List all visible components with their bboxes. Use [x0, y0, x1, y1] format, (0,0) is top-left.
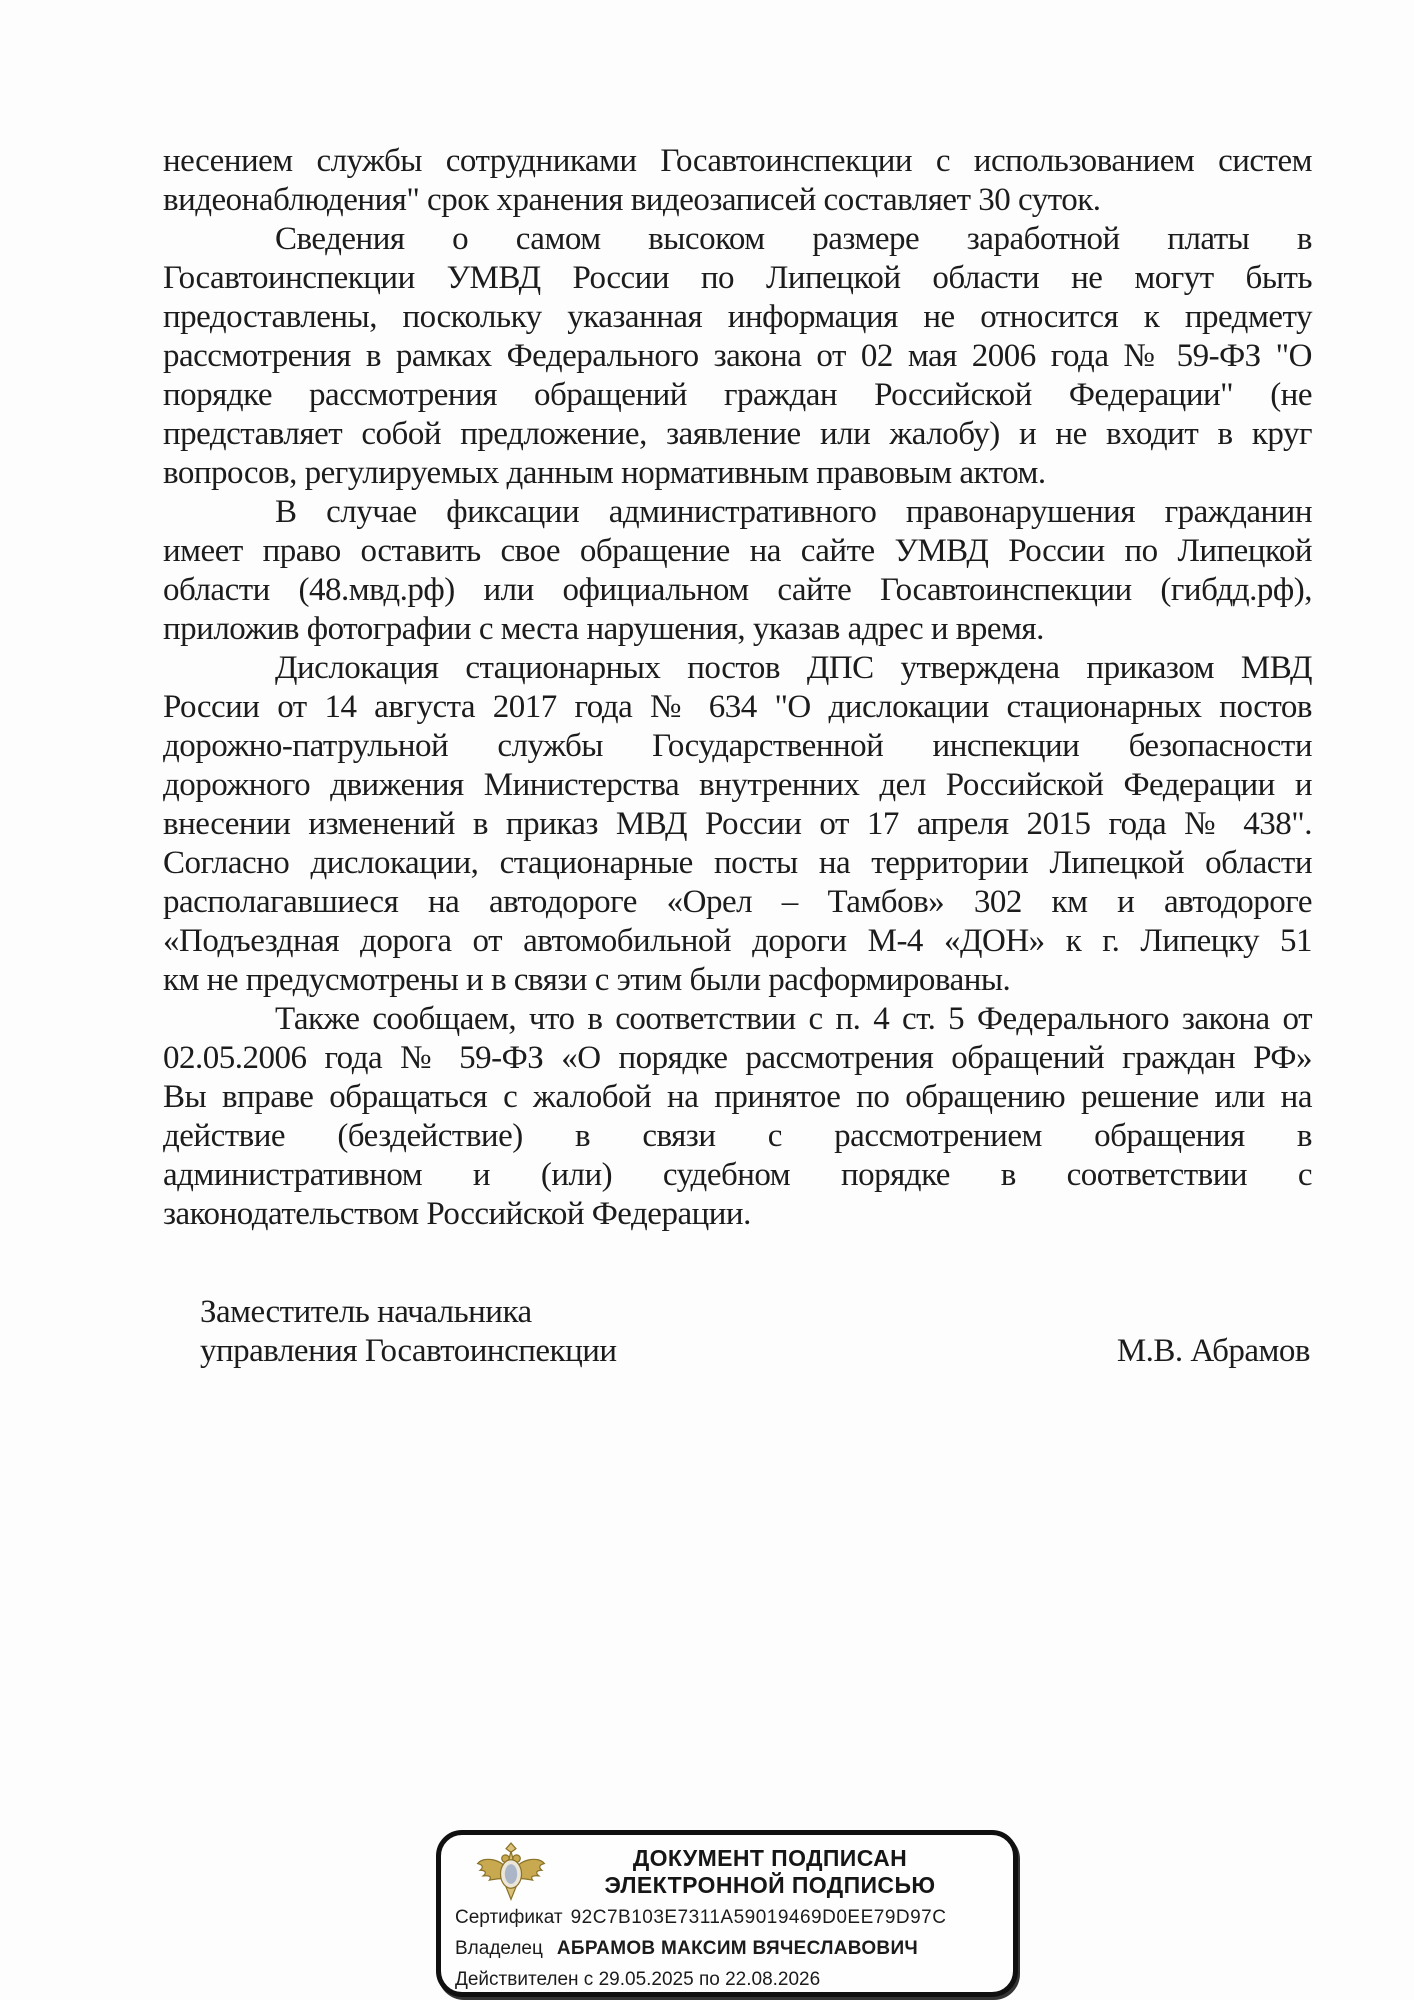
- paragraph-line: законодательством Российской Федерации.: [163, 1196, 751, 1232]
- validity-row: [455, 1964, 1001, 1995]
- paragraph-line: видеонаблюдения" срок хранения видеозаписей составляет 30 суток.: [163, 182, 1101, 218]
- stamp-title-line2: ЭЛЕКТРОННОЙ ПОДПИСЬЮ: [604, 1872, 936, 1898]
- owner-value: АБРАМОВ МАКСИМ ВЯЧЕСЛАВОВИЧ: [556, 1938, 919, 1959]
- paragraph-line: рассмотрения в рамках Федерального закона от 02 мая 2006 года № 59-ФЗ "О: [163, 338, 1312, 374]
- paragraph-line: «Подъездная дорога от автомобильной дороги М-4 «ДОН» к г. Липецку 51: [163, 923, 1312, 959]
- paragraph-line: Согласно дислокации, стационарные посты на территории Липецкой области: [163, 845, 1312, 881]
- paragraph: [163, 1000, 1312, 1234]
- paragraph-line: дорожного движения Министерства внутренних дел Российской Федерации и: [163, 767, 1312, 803]
- paragraph-line: Сведения о самом высоком размере заработной платы в: [275, 221, 1312, 257]
- paragraph: [163, 220, 1312, 493]
- paragraph-line: предоставлены, поскольку указанная информация не относится к предмету: [163, 299, 1312, 335]
- paragraph-line: действие (бездействие) в связи с рассмотрением обращения в: [163, 1118, 1312, 1154]
- paragraph-line: дорожно-патрульной службы Государственной инспекции безопасности: [163, 728, 1312, 764]
- document-text: [163, 142, 1312, 1234]
- paragraph-line: приложив фотографии с места нарушения, указав адрес и время.: [163, 611, 1044, 647]
- stamp-title-line1: ДОКУМЕНТ ПОДПИСАН: [632, 1845, 908, 1871]
- paragraph-line: России от 14 августа 2017 года № 634 "О дислокации стационарных постов: [163, 689, 1312, 725]
- owner-label: Владелец: [455, 1938, 543, 1959]
- paragraph: [163, 142, 1312, 220]
- paragraph-line: имеет право оставить свое обращение на сайте УМВД России по Липецкой: [163, 533, 1312, 569]
- paragraph-line: Госавтоинспекции УМВД России по Липецкой области не могут быть: [163, 260, 1312, 296]
- signature-position: [200, 1293, 617, 1371]
- paragraph-line: внесении изменений в приказ МВД России от 17 апреля 2015 года № 438".: [163, 806, 1312, 842]
- paragraph-line: 02.05.2006 года № 59-ФЗ «О порядке рассмотрения обращений граждан РФ»: [163, 1040, 1312, 1076]
- stamp-title: [541, 1845, 999, 1899]
- stamp-details: [455, 1902, 1001, 1995]
- paragraph-line: представляет собой предложение, заявление или жалобу) и не входит в круг: [163, 416, 1312, 452]
- paragraph-line: км не предусмотрены и в связи с этим были расформированы.: [163, 962, 1011, 998]
- signature-block: [200, 1293, 1310, 1371]
- paragraph-line: вопросов, регулируемых данным нормативным правовым актом.: [163, 455, 1046, 491]
- paragraph-line: области (48.мвд.рф) или официальном сайте Госавтоинспекции (гибдд.рф),: [163, 572, 1312, 608]
- mvd-emblem-icon: [469, 1840, 553, 1908]
- validity-text: Действителен с 29.05.2025 по 22.08.2026: [455, 1969, 821, 1990]
- paragraph-line: Вы вправе обращаться с жалобой на принятое по обращению решение или на: [163, 1079, 1312, 1115]
- paragraph-line: порядке рассмотрения обращений граждан Российской Федерации" (не: [163, 377, 1312, 413]
- signature-position-line1: Заместитель начальника: [200, 1294, 532, 1330]
- paragraph: [163, 649, 1312, 1000]
- electronic-signature-stamp: [436, 1830, 1018, 1997]
- paragraph-line: В случае фиксации административного правонарушения гражданин: [275, 494, 1312, 530]
- paragraph-line: Дислокация стационарных постов ДПС утверждена приказом МВД: [275, 650, 1312, 686]
- paragraph: [163, 493, 1312, 649]
- paragraph-line: несением службы сотрудниками Госавтоинспекции с использованием систем: [163, 143, 1312, 179]
- signature-name: М.В. Абрамов: [1116, 1333, 1310, 1369]
- certificate-value: 92C7B103E7311A59019469D0EE79D97C: [570, 1907, 947, 1928]
- paragraph-line: Также сообщаем, что в соответствии с п. 4 ст. 5 Федерального закона от: [275, 1001, 1312, 1037]
- paragraph-line: располагавшиеся на автодороге «Орел – Тамбов» 302 км и автодороге: [163, 884, 1312, 920]
- owner-row: [455, 1933, 1001, 1964]
- paragraph-line: административном и (или) судебном порядке в соответствии с: [163, 1157, 1312, 1193]
- certificate-label: Сертификат: [455, 1907, 563, 1928]
- signature-position-line2: управления Госавтоинспекции: [200, 1333, 617, 1369]
